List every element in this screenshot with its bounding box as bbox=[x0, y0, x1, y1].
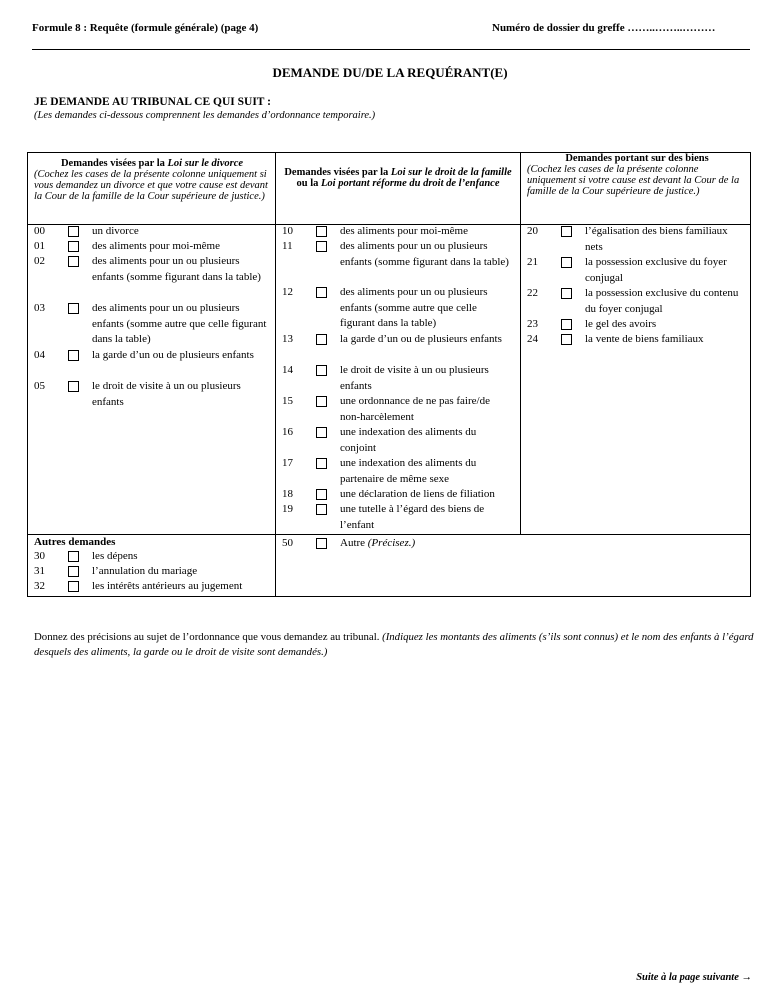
column-divider-2 bbox=[520, 153, 521, 534]
family-column-header: Demandes visées par la Loi sur le droit de la famille ou la Loi portant réforme du droit de l’enfance bbox=[284, 167, 512, 189]
item-number: 30 bbox=[34, 550, 45, 562]
checkbox[interactable] bbox=[68, 303, 79, 314]
item-number: 16 bbox=[282, 426, 293, 438]
continue-note: Suite à la page suivante → bbox=[636, 972, 752, 983]
item-number: 17 bbox=[282, 457, 293, 469]
item-number: 32 bbox=[34, 580, 45, 592]
item-number: 22 bbox=[527, 287, 538, 299]
checkbox[interactable] bbox=[316, 427, 327, 438]
checkbox[interactable] bbox=[561, 288, 572, 299]
item-label: des aliments pour moi-même bbox=[340, 225, 468, 237]
column-divider-1 bbox=[275, 153, 276, 597]
item-label: une indexation des aliments du partenaire de même sexe bbox=[340, 457, 477, 485]
item-label: les intérêts antérieurs au jugement bbox=[92, 580, 243, 592]
item-number: 05 bbox=[34, 380, 45, 392]
item-label: la vente de biens familiaux bbox=[585, 333, 704, 345]
item-label: des aliments pour un ou plusieurs enfants (somme autre que celle figurant dans la table) bbox=[340, 286, 488, 329]
checkbox[interactable] bbox=[68, 381, 79, 392]
page-title: DEMANDE DU/DE LA REQUÉRANT(E) bbox=[272, 65, 508, 80]
other-claims-title: Autres demandes bbox=[34, 536, 116, 548]
item-label: la possession exclusive du contenu du foyer conjugal bbox=[585, 287, 739, 315]
checkbox[interactable] bbox=[68, 566, 79, 577]
item-label: la garde d’un ou de plusieurs enfants bbox=[92, 349, 254, 361]
checkbox[interactable] bbox=[561, 257, 572, 268]
item-number: 19 bbox=[282, 503, 293, 515]
checkbox[interactable] bbox=[68, 256, 79, 267]
header-rule bbox=[32, 49, 750, 50]
item-label: le droit de visite à un ou plusieurs enfants bbox=[340, 364, 489, 392]
item-number: 15 bbox=[282, 395, 293, 407]
item-label: le droit de visite à un ou plusieurs enfants bbox=[92, 380, 241, 408]
item-label: une déclaration de liens de filiation bbox=[340, 488, 495, 500]
item-number: 03 bbox=[34, 302, 45, 314]
checkbox[interactable] bbox=[68, 241, 79, 252]
ask-note: (Les demandes ci-dessous comprennent les demandes d’ordonnance temporaire.) bbox=[34, 110, 376, 121]
item-label: l’annulation du mariage bbox=[92, 565, 198, 577]
checkbox[interactable] bbox=[316, 287, 327, 298]
item-number: 31 bbox=[34, 565, 45, 577]
item-number: 50 bbox=[282, 537, 293, 549]
item-label: Autre (Précisez.) bbox=[340, 537, 416, 549]
item-number: 10 bbox=[282, 225, 293, 237]
item-number: 21 bbox=[527, 256, 538, 268]
checkbox[interactable] bbox=[316, 241, 327, 252]
checkbox[interactable] bbox=[316, 396, 327, 407]
item-number: 02 bbox=[34, 255, 45, 267]
item-label: un divorce bbox=[92, 225, 139, 237]
ask-heading: JE DEMANDE AU TRIBUNAL CE QUI SUIT : bbox=[34, 96, 271, 108]
item-number: 23 bbox=[527, 318, 538, 330]
checkbox[interactable] bbox=[316, 334, 327, 345]
checkbox[interactable] bbox=[68, 226, 79, 237]
item-number: 24 bbox=[527, 333, 538, 345]
checkbox[interactable] bbox=[68, 551, 79, 562]
item-label: l’égalisation des biens familiaux nets bbox=[585, 225, 728, 253]
item-number: 20 bbox=[527, 225, 538, 237]
item-number: 00 bbox=[34, 225, 45, 237]
checkbox[interactable] bbox=[316, 504, 327, 515]
item-label: des aliments pour un ou plusieurs enfants (somme figurant dans la table) bbox=[92, 255, 261, 283]
item-label: la possession exclusive du foyer conjugal bbox=[585, 256, 727, 284]
item-number: 12 bbox=[282, 286, 293, 298]
item-number: 13 bbox=[282, 333, 293, 345]
other-section-line bbox=[28, 534, 751, 535]
item-label: des aliments pour moi-même bbox=[92, 240, 220, 252]
form-title: Formule 8 : Requête (formule générale) (page 4) bbox=[32, 22, 259, 34]
divorce-column-header: Demandes visées par la Loi sur le divorce (Cochez les cases de la présente colonne uniquement si vous demandez un divorce et que votre cause est devant la Cour de la famille de la Cour supérieure de justice.) bbox=[34, 158, 268, 202]
item-number: 18 bbox=[282, 488, 293, 500]
details-instructions: Donnez des précisions au sujet de l’ordonnance que vous demandez au tribunal. (Indiquez les montants des aliments (s’ils sont connus) et le nom des enfants à l’égard desquels des aliments, la garde ou le droit de visite sont demandés.) bbox=[34, 631, 754, 658]
item-label: des aliments pour un ou plusieurs enfants (somme figurant dans la table) bbox=[340, 240, 509, 268]
checkbox[interactable] bbox=[316, 538, 327, 549]
checkbox[interactable] bbox=[68, 581, 79, 592]
item-number: 01 bbox=[34, 240, 45, 252]
item-label: les dépens bbox=[92, 550, 138, 562]
item-label: le gel des avoirs bbox=[585, 318, 657, 330]
property-column-header: Demandes portant sur des biens (Cochez les cases de la présente colonne uniquement si votre cause est devant la Cour de la famille de la Cour supérieure de justice.) bbox=[527, 153, 740, 197]
item-label: une indexation des aliments du conjoint bbox=[340, 426, 477, 454]
checkbox[interactable] bbox=[561, 334, 572, 345]
claims-table bbox=[27, 152, 751, 597]
checkbox[interactable] bbox=[316, 489, 327, 500]
item-label: la garde d’un ou de plusieurs enfants bbox=[340, 333, 502, 345]
item-label: une ordonnance de ne pas faire/de non-harcèlement bbox=[340, 395, 490, 423]
item-number: 14 bbox=[282, 364, 293, 376]
checkbox[interactable] bbox=[316, 226, 327, 237]
item-number: 11 bbox=[282, 240, 293, 252]
item-label: une tutelle à l’égard des biens de l’enfant bbox=[340, 503, 485, 531]
item-label: des aliments pour un ou plusieurs enfants (somme autre que celle figurant dans la table) bbox=[92, 302, 267, 345]
file-number-field[interactable]: Numéro de dossier du greffe ……..……..……… bbox=[492, 22, 716, 34]
item-number: 04 bbox=[34, 349, 45, 361]
checkbox[interactable] bbox=[561, 226, 572, 237]
checkbox[interactable] bbox=[316, 458, 327, 469]
checkbox[interactable] bbox=[68, 350, 79, 361]
checkbox[interactable] bbox=[561, 319, 572, 330]
checkbox[interactable] bbox=[316, 365, 327, 376]
